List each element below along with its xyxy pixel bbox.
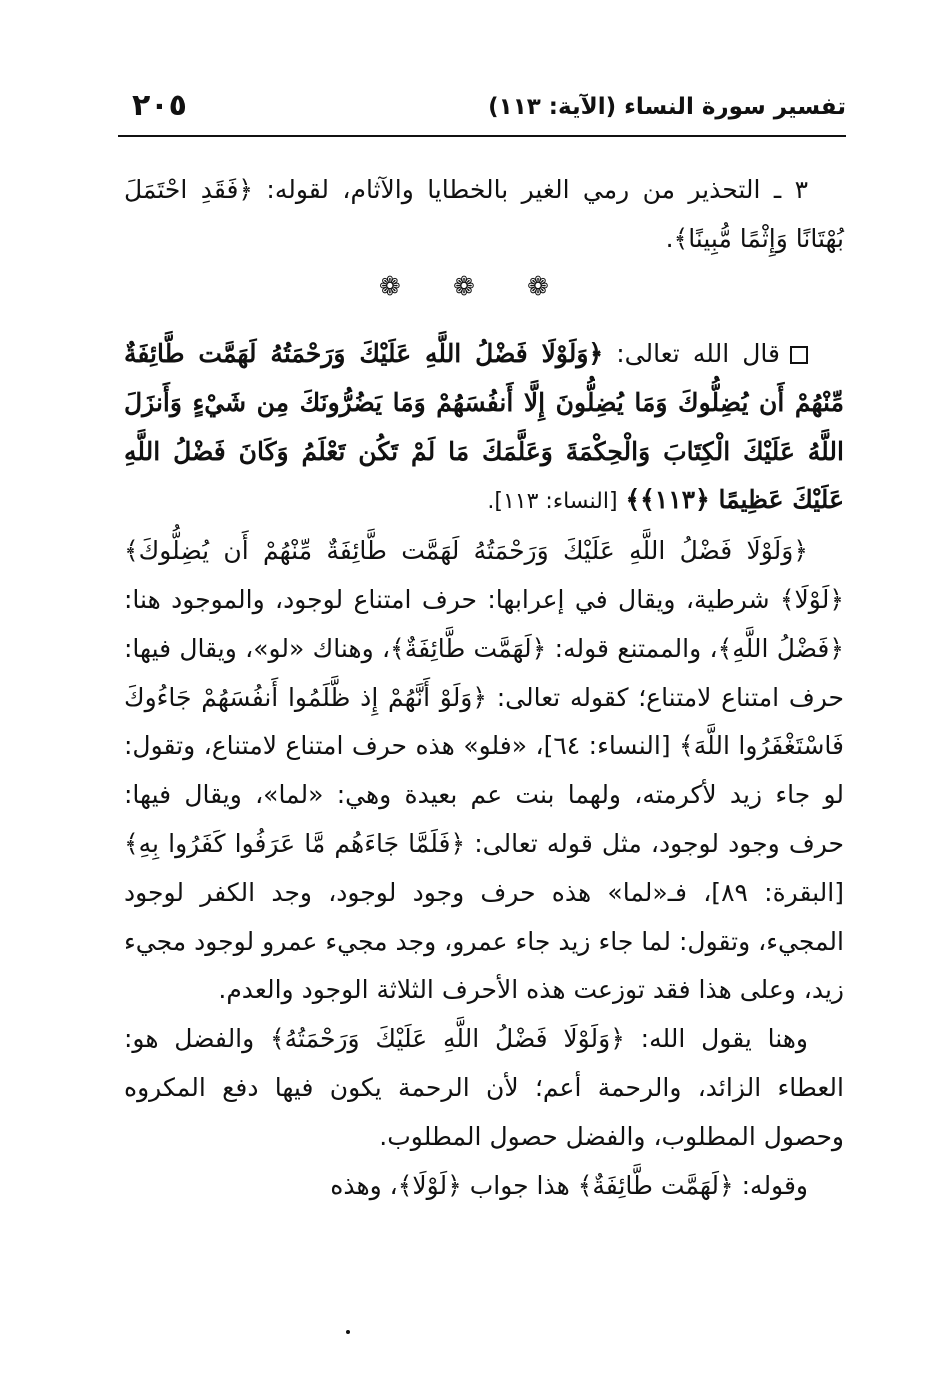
verse-paragraph (124, 330, 844, 527)
page-number: ٢٠٥ (132, 88, 187, 123)
verse-intro: قال الله تعالى: (616, 339, 780, 368)
running-title: تفسير سورة النساء (الآية: ١١٣) (488, 94, 846, 120)
point-three (124, 166, 844, 264)
point-three-text: ٣ ـ التحذير من رمي الغير بالخطايا والآثام، لقوله: ﴿فَقَدِ احْتَمَلَ بُهْتَانًا وَإِثْمًا مُّبِينًا﴾. (124, 175, 844, 253)
commentary-paragraph-1: ﴿وَلَوْلَا فَضْلُ اللَّهِ عَلَيْكَ وَرَحْمَتُهُ لَهَمَّت طَّائِفَةٌ مِّنْهُمْ أَن يُضِلُّوكَ﴾ ﴿لَوْلَا﴾ شرطية، ويقال في إعرابها: حرف امتناع لوجود، والموجود هنا: ﴿فَضْلُ اللَّهِ﴾، والممتنع قوله: ﴿لَهَمَّت طَّائِفَةٌ﴾، وهناك «لو»، ويقال فيها: حرف امتناع لامتناع؛ كقوله تعالى: ﴿وَلَوْ أَنَّهُمْ إِذ ظَّلَمُوا أَنفُسَهُمْ جَاءُوكَ فَاسْتَغْفَرُوا اللَّهَ﴾ [النساء: ٦٤]، «فلو» هذه حرف امتناع لامتناع، وتقول: لو جاء زيد لأكرمته، ولهما بنت عم بعيدة وهي: «لما»، ويقال فيها: حرف وجود لوجود، مثل قوله تعالى: ﴿فَلَمَّا جَاءَهُم مَّا عَرَفُوا كَفَرُوا بِهِ﴾ [البقرة: ٨٩]، فـ«لما» هذه حرف وجود لوجود، وجد الكفر لوجود المجيء، وتقول: لما جاء زيد جاء عمرو، وجد مجيء عمرو لوجود مجيء زيد، وعلى هذا فقد توزعت هذه الأحرف الثلاثة الوجود والعدم. (124, 536, 844, 1005)
verse-reference: [النساء: ١١٣]. (487, 489, 618, 515)
square-marker-icon (790, 346, 808, 364)
section-separator: ❁ ❁ ❁ (379, 272, 571, 302)
page-header (118, 88, 846, 132)
bottom-dot (346, 1330, 350, 1334)
commentary-paragraph-3: وقوله: ﴿لَهَمَّت طَّائِفَةٌ﴾ هذا جواب ﴿لَوْلَا﴾، وهذه (330, 1170, 808, 1200)
verse-text: ﴿وَلَوْلَا فَضْلُ اللَّهِ عَلَيْكَ وَرَحْمَتُهُ لَهَمَّت طَّائِفَةٌ مِّنْهُمْ أَن يُضِلُّوكَ وَمَا يُضِلُّونَ إِلَّا أَنفُسَهُمْ وَمَا يَضُرُّونَكَ مِن شَيْءٍ وَأَنزَلَ اللَّهُ عَلَيْكَ الْكِتَابَ وَالْحِكْمَةَ وَعَلَّمَكَ مَا لَمْ تَكُن تَعْلَمُ وَكَانَ فَضْلُ اللَّهِ عَلَيْكَ عَظِيمًا ﴿١١٣﴾﴾ (124, 339, 845, 515)
main-text (124, 330, 844, 1210)
header-rule (118, 135, 846, 137)
commentary-paragraph-2: وهنا يقول الله: ﴿وَلَوْلَا فَضْلُ اللَّهِ عَلَيْكَ وَرَحْمَتُهُ﴾ والفضل هو: العطاء الزائد، والرحمة أعم؛ لأن الرحمة يكون فيها دفع المكروه وحصول المطلوب، والفضل حصول المطلوب. (124, 1024, 844, 1151)
